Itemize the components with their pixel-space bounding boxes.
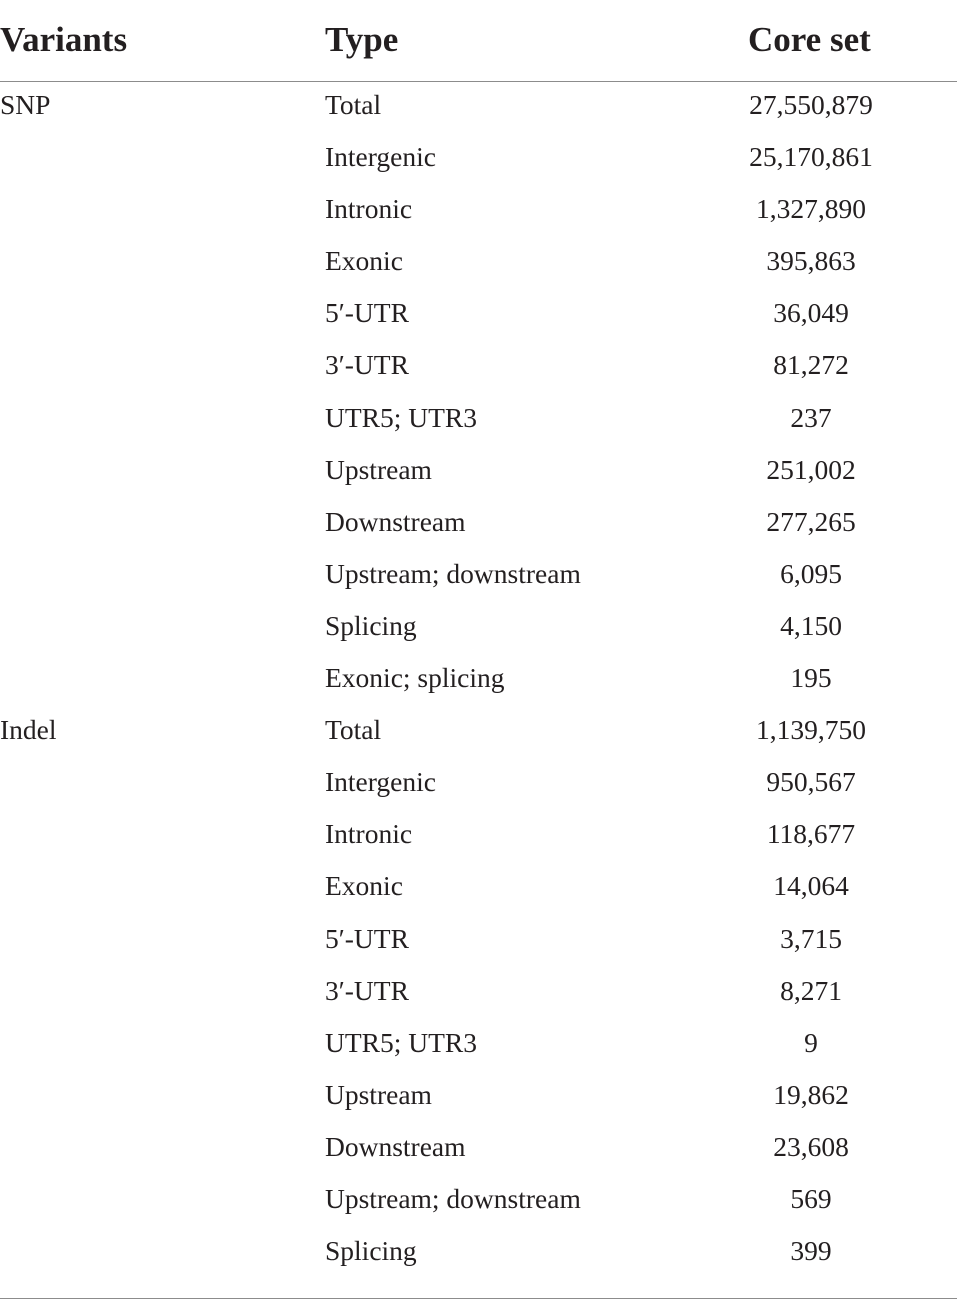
cell-type: Upstream; downstream <box>325 557 581 589</box>
table-row <box>0 916 957 968</box>
cell-core-set: 950,567 <box>766 766 856 798</box>
table-row <box>0 863 957 915</box>
cell-type: Exonic <box>325 870 403 902</box>
table-row <box>0 186 957 238</box>
cell-type: Intronic <box>325 818 413 850</box>
cell-core-set: 1,139,750 <box>756 714 866 746</box>
table-row <box>0 1072 957 1124</box>
cell-core-set: 25,170,861 <box>749 141 873 173</box>
table-row <box>0 82 957 134</box>
cell-type: Intergenic <box>325 766 436 798</box>
table-row <box>0 395 957 447</box>
cell-type: 3′-UTR <box>325 974 409 1006</box>
cell-core-set: 237 <box>790 401 832 433</box>
header-type: Type <box>325 20 399 59</box>
cell-type: Upstream <box>325 1078 432 1110</box>
header-variants: Variants <box>0 20 128 59</box>
cell-type: Exonic <box>325 245 403 277</box>
cell-core-set: 251,002 <box>766 453 856 485</box>
cell-type: Downstream <box>325 1130 466 1162</box>
table-row <box>0 342 957 394</box>
cell-type: Upstream <box>325 453 432 485</box>
cell-core-set: 19,862 <box>773 1078 849 1110</box>
table-row <box>0 290 957 342</box>
cell-type: 5′-UTR <box>325 922 409 954</box>
table-row <box>0 603 957 655</box>
table-row <box>0 1176 957 1228</box>
cell-type: Downstream <box>325 505 466 537</box>
table-header <box>0 0 957 82</box>
cell-core-set: 23,608 <box>773 1130 849 1162</box>
cell-type: UTR5; UTR3 <box>325 401 478 433</box>
cell-core-set: 277,265 <box>766 505 856 537</box>
cell-type: Splicing <box>325 1235 417 1267</box>
cell-core-set: 1,327,890 <box>756 193 866 225</box>
cell-type: Total <box>325 89 382 120</box>
cell-type: Intergenic <box>325 141 436 173</box>
table-row <box>0 447 957 499</box>
table-bottom-rule <box>0 1298 957 1299</box>
cell-core-set: 81,272 <box>773 349 849 381</box>
cell-core-set: 27,550,879 <box>749 89 873 120</box>
cell-type: 5′-UTR <box>325 297 409 329</box>
table-row <box>0 707 957 759</box>
cell-type: Intronic <box>325 193 413 225</box>
cell-type: 3′-UTR <box>325 349 409 381</box>
cell-core-set: 36,049 <box>773 297 849 329</box>
table-row <box>0 1020 957 1072</box>
cell-type: Exonic; splicing <box>325 662 505 694</box>
cell-core-set: 118,677 <box>766 818 856 850</box>
cell-core-set: 4,150 <box>780 609 842 641</box>
table-row <box>0 499 957 551</box>
cell-type: Upstream; downstream <box>325 1182 581 1214</box>
table-row <box>0 1124 957 1176</box>
table-row <box>0 238 957 290</box>
table-row <box>0 134 957 186</box>
cell-core-set: 6,095 <box>780 557 842 589</box>
cell-core-set: 395,863 <box>766 245 856 277</box>
cell-type: UTR5; UTR3 <box>325 1026 478 1058</box>
table-row <box>0 1228 957 1280</box>
table-row <box>0 655 957 707</box>
cell-variant: SNP <box>0 89 51 120</box>
cell-variant: Indel <box>0 714 57 746</box>
cell-core-set: 195 <box>790 662 832 694</box>
header-core-set: Core set <box>748 20 871 59</box>
table-row <box>0 551 957 603</box>
cell-type: Splicing <box>325 609 417 641</box>
cell-core-set: 569 <box>790 1182 832 1214</box>
cell-core-set: 399 <box>790 1235 832 1267</box>
table-row <box>0 759 957 811</box>
table-row <box>0 968 957 1020</box>
cell-core-set: 3,715 <box>780 922 842 954</box>
table-body <box>0 82 957 1280</box>
cell-type: Total <box>325 714 382 746</box>
table-row <box>0 811 957 863</box>
cell-core-set: 14,064 <box>773 870 849 902</box>
cell-core-set: 9 <box>804 1026 818 1058</box>
cell-core-set: 8,271 <box>780 974 842 1006</box>
